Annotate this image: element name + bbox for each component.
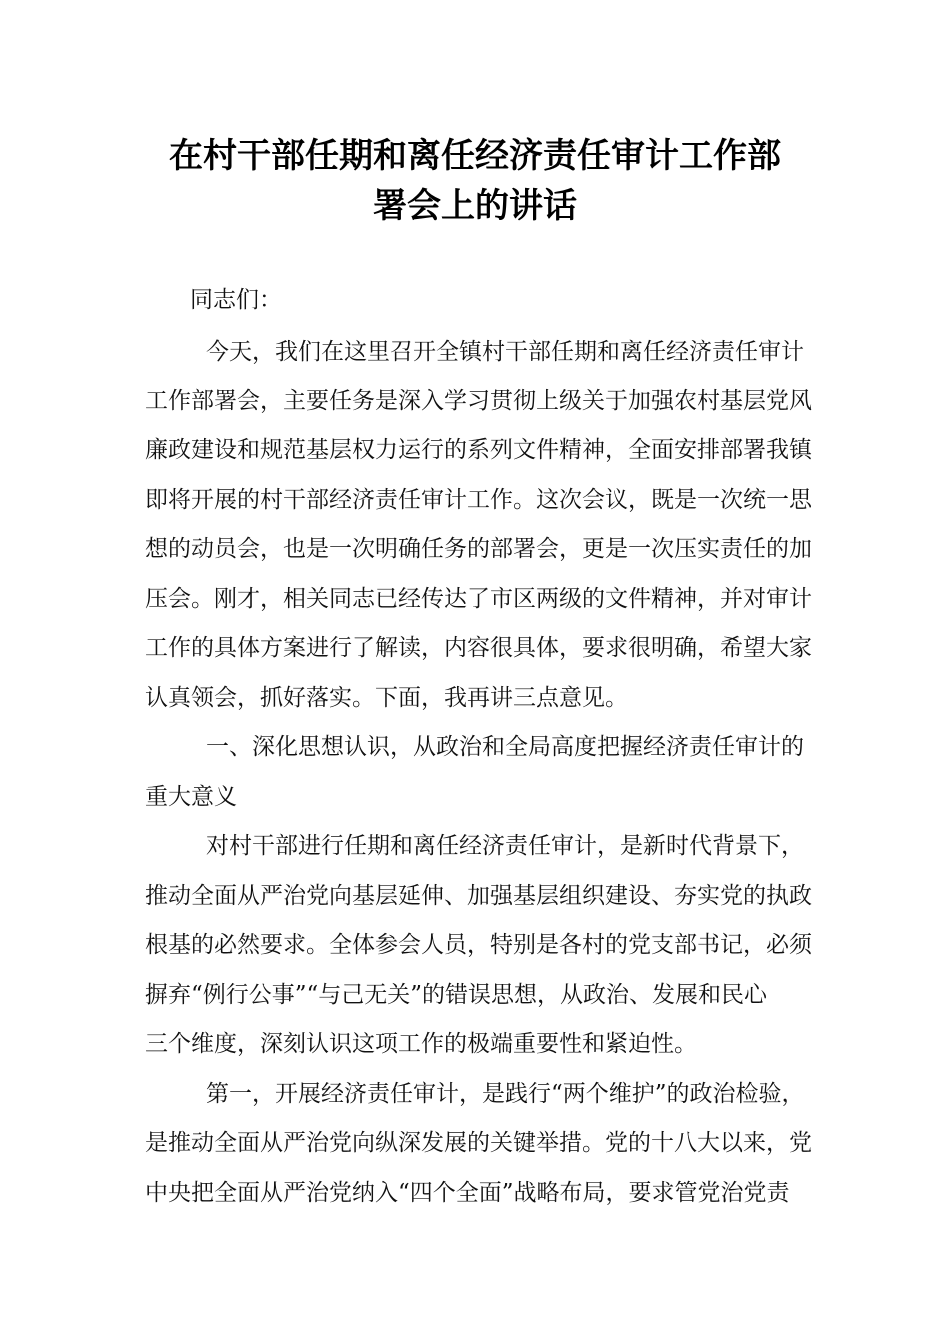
paragraph-line: 摒弃“例行公事”“与己无关”的错误思想，从政治、发展和民心 — [145, 982, 768, 1008]
paragraph-line: 工作部署会，主要任务是深入学习贯彻上级关于加强农村基层党风 — [145, 388, 812, 414]
section-heading-line: 重大意义 — [145, 784, 237, 810]
document-title-line-2: 署会上的讲话 — [373, 186, 577, 226]
paragraph-line: 根基的必然要求。全体参会人员，特别是各村的党支部书记，必须 — [145, 932, 812, 958]
section-heading-line: 一、深化思想认识，从政治和全局高度把握经济责任审计的 — [206, 734, 804, 760]
paragraph-line: 廉政建设和规范基层权力运行的系列文件精神，全面安排部署我镇 — [145, 437, 812, 463]
paragraph-line: 工作的具体方案进行了解读，内容很具体，要求很明确，希望大家 — [145, 635, 812, 661]
paragraph-line: 今天，我们在这里召开全镇村干部任期和离任经济责任审计 — [206, 339, 804, 365]
salutation: 同志们： — [190, 287, 282, 313]
paragraph-line: 第一，开展经济责任审计，是践行“两个维护”的政治检验， — [206, 1081, 805, 1107]
paragraph-line: 即将开展的村干部经济责任审计工作。这次会议，既是一次统一思 — [145, 487, 812, 513]
paragraph-line: 对村干部进行任期和离任经济责任审计，是新时代背景下， — [206, 833, 804, 859]
paragraph-line: 推动全面从严治党向基层延伸、加强基层组织建设、夯实党的执政 — [145, 883, 812, 909]
paragraph-line: 想的动员会，也是一次明确任务的部署会，更是一次压实责任的加 — [145, 536, 812, 562]
paragraph-line: 中央把全面从严治党纳入“四个全面”战略布局，要求管党治党责 — [145, 1180, 790, 1206]
paragraph-line: 是推动全面从严治党向纵深发展的关键举措。党的十八大以来，党 — [145, 1130, 812, 1156]
paragraph-line: 认真领会，抓好落实。下面，我再讲三点意见。 — [145, 685, 628, 711]
document-title-line-1: 在村干部任期和离任经济责任审计工作部 — [169, 136, 781, 176]
paragraph-line: 压会。刚才，相关同志已经传达了市区两级的文件精神，并对审计 — [145, 586, 812, 612]
paragraph-line: 三个维度，深刻认识这项工作的极端重要性和紧迫性。 — [145, 1031, 697, 1057]
